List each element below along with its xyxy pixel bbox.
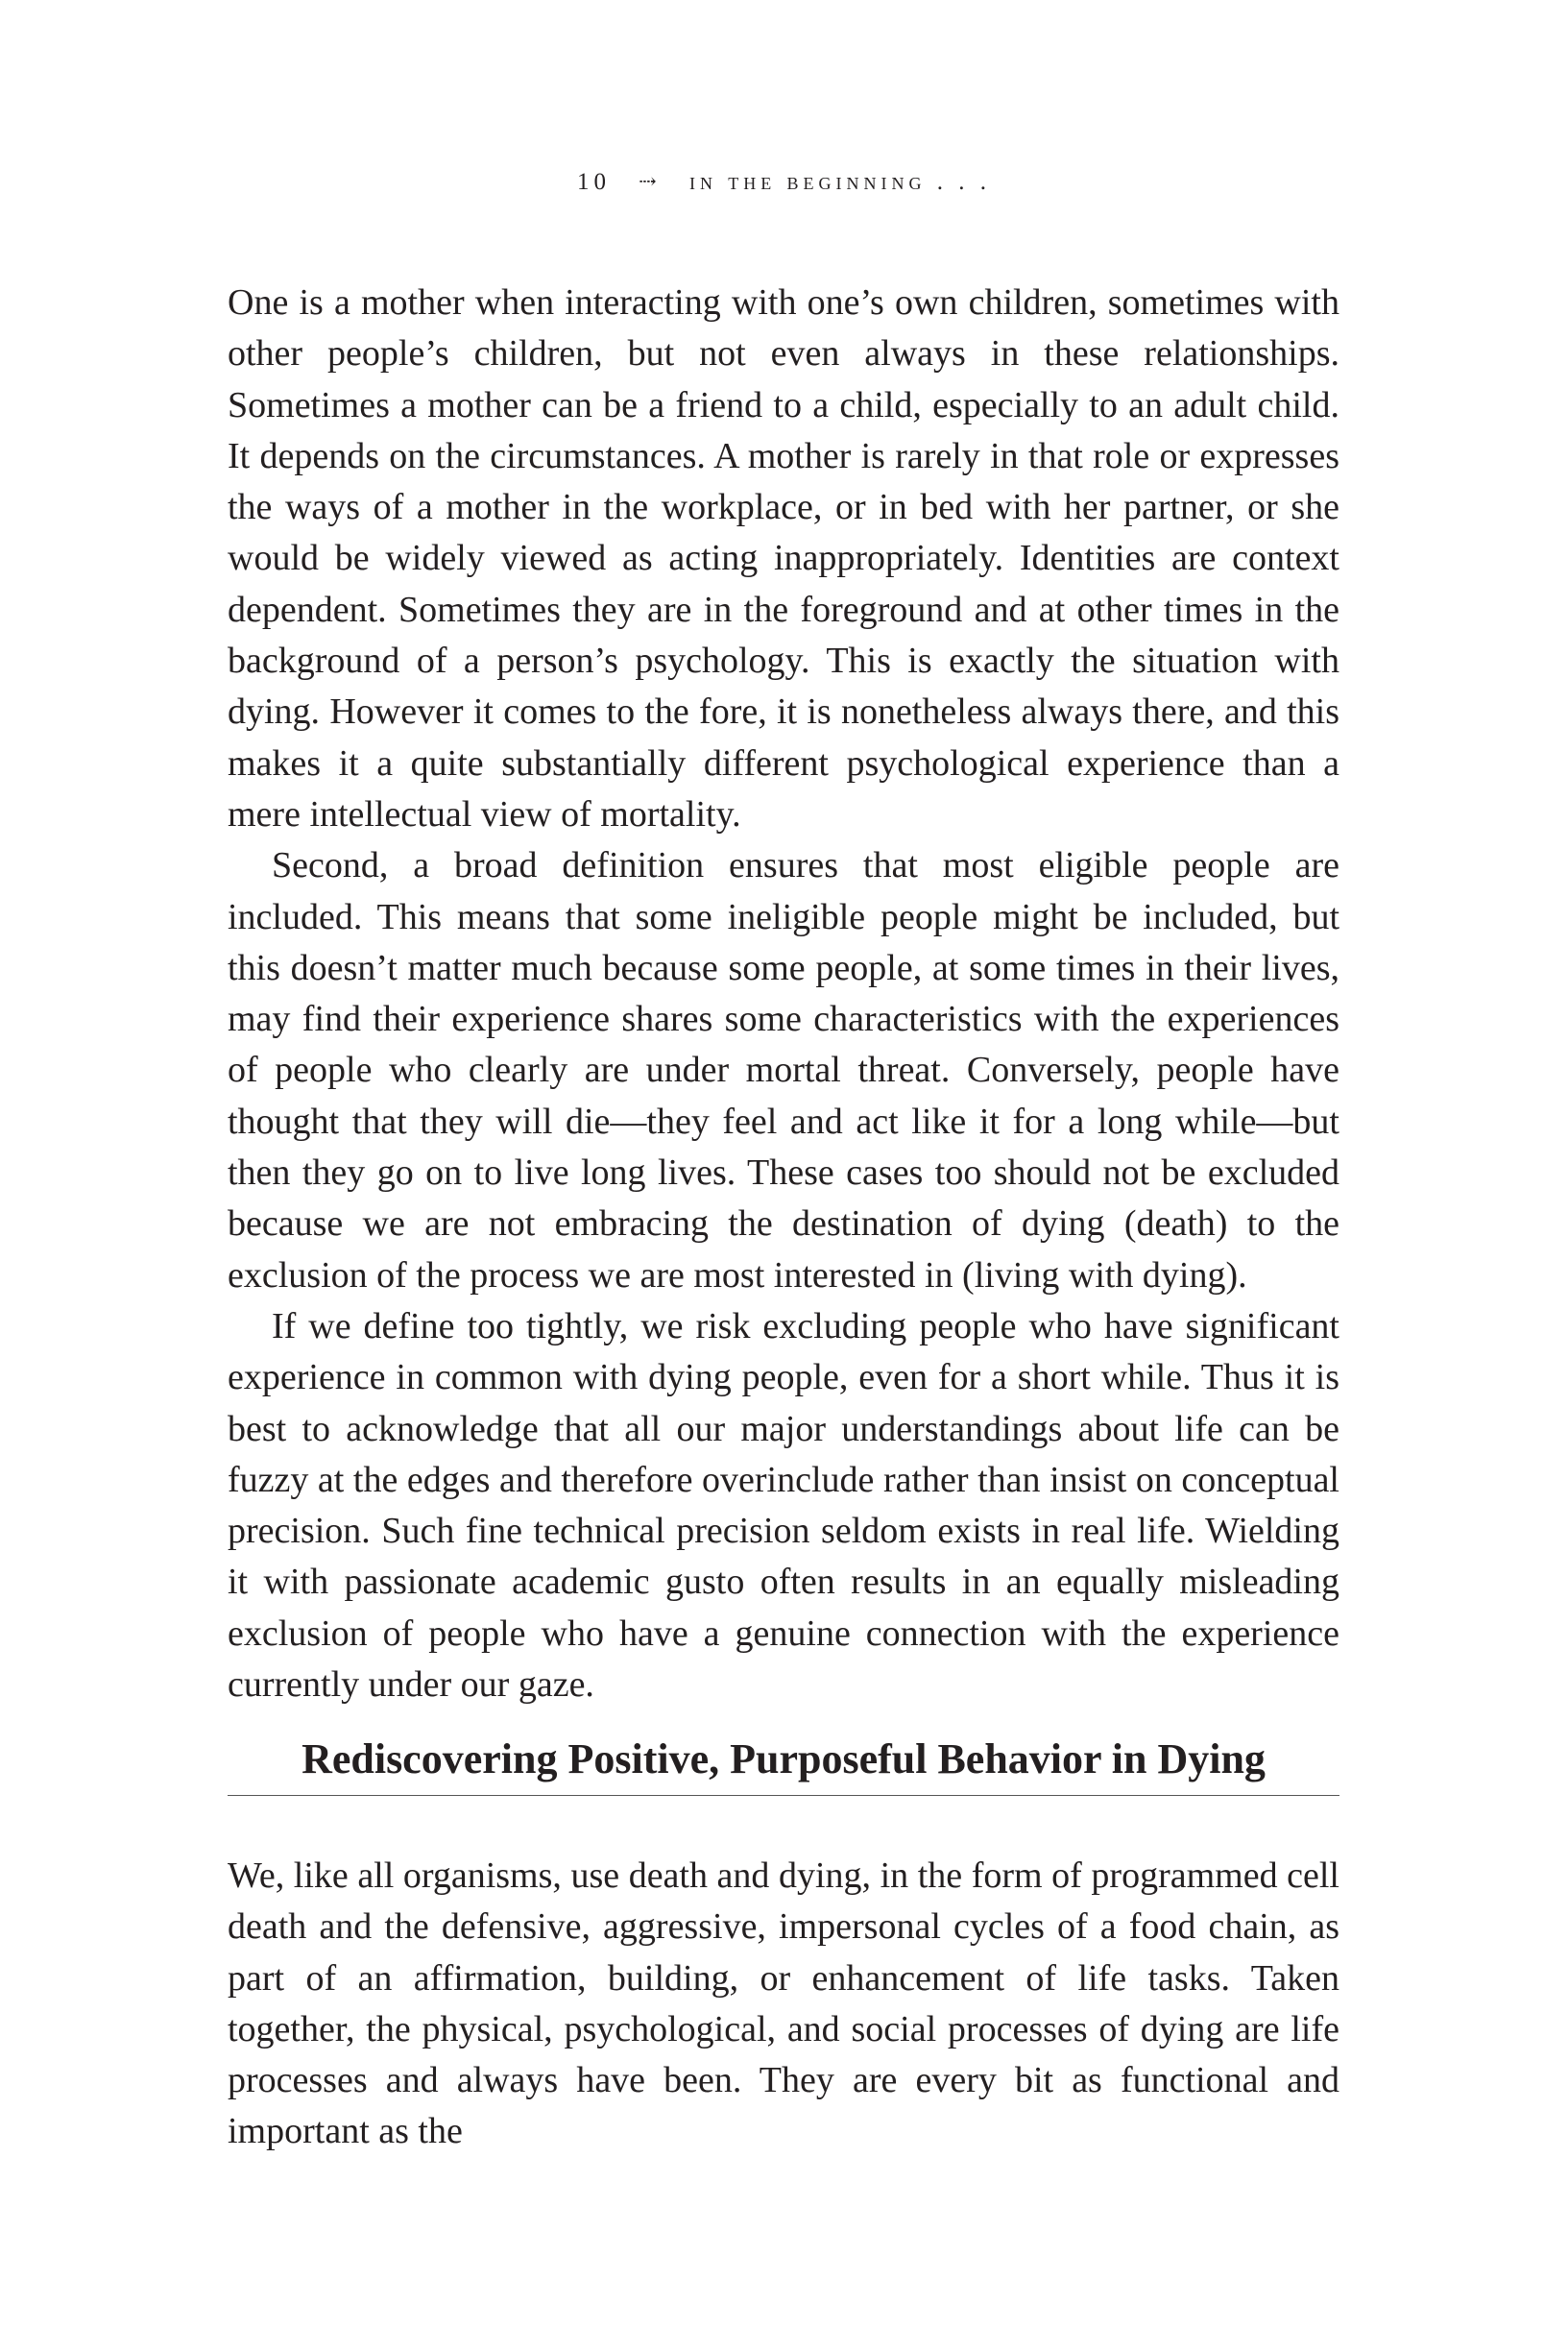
running-head [0, 169, 1568, 196]
paragraph: One is a mother when interacting with one’s own children, sometimes with other people’s children, but not even always in these relationships. Sometimes a mother can be a friend to a child, especially to an adult child. It depends on the circumstances. A mother is rarely in that role or expresses the ways of a mother in the workplace, or in bed with her partner, or she would be widely viewed as acting inappropriately. Identities are context dependent. Sometimes they are in the foreground and at other times in the background of a person’s psychology. This is exactly the situation with dying. However it comes to the fore, it is nonetheless always there, and this makes it a quite substantially different psychological experience than a mere intellectual view of mortality. [228, 282, 1339, 835]
paragraph: If we define too tightly, we risk excluding people who have significant experience in common with dying people, even for a short while. Thus it is best to acknowledge that all our major understandings about life can be fuzzy at the edges and therefore overinclude rather than insist on conceptual precision. Such fine technical precision seldom exists in real life. Wielding it with passionate academic gusto often results in an equally misleading exclusion of people who have a genuine connection with the experience currently under our gaze. [228, 1305, 1339, 1706]
page-number: 10 [577, 169, 612, 195]
arrow-separator-icon: ⇢ [639, 169, 662, 193]
paragraph: We, like all organisms, use death and dying, in the form of programmed cell death and the defensive, aggressive, impersonal cycles of a food chain, as part of an affirmation, building, or enhancement of life tasks. Taken together, the physical, psychological, and social processes of dying are life processes and always have been. They are every bit as functional and important as the [228, 1855, 1339, 2152]
section-heading: Rediscovering Positive, Purposeful Behavior in Dying [228, 1734, 1339, 1796]
running-head-title: in the beginning . . . [688, 169, 991, 195]
section-body-text [228, 1851, 1339, 2158]
paragraph: Second, a broad definition ensures that most eligible people are included. This means that some ineligible people might be included, but this doesn’t matter much because some people, at some times in their lives, may find their experience shares some characteristics with the experiences of people who clearly are under mortal threat. Conversely, people have thought that they will die—they feel and act like it for a long while—but then they go on to live long lives. These cases too should not be excluded because we are not embracing the destination of dying (death) to the exclusion of the process we are most interested in (living with dying). [228, 845, 1339, 1296]
body-text [228, 278, 1339, 1710]
